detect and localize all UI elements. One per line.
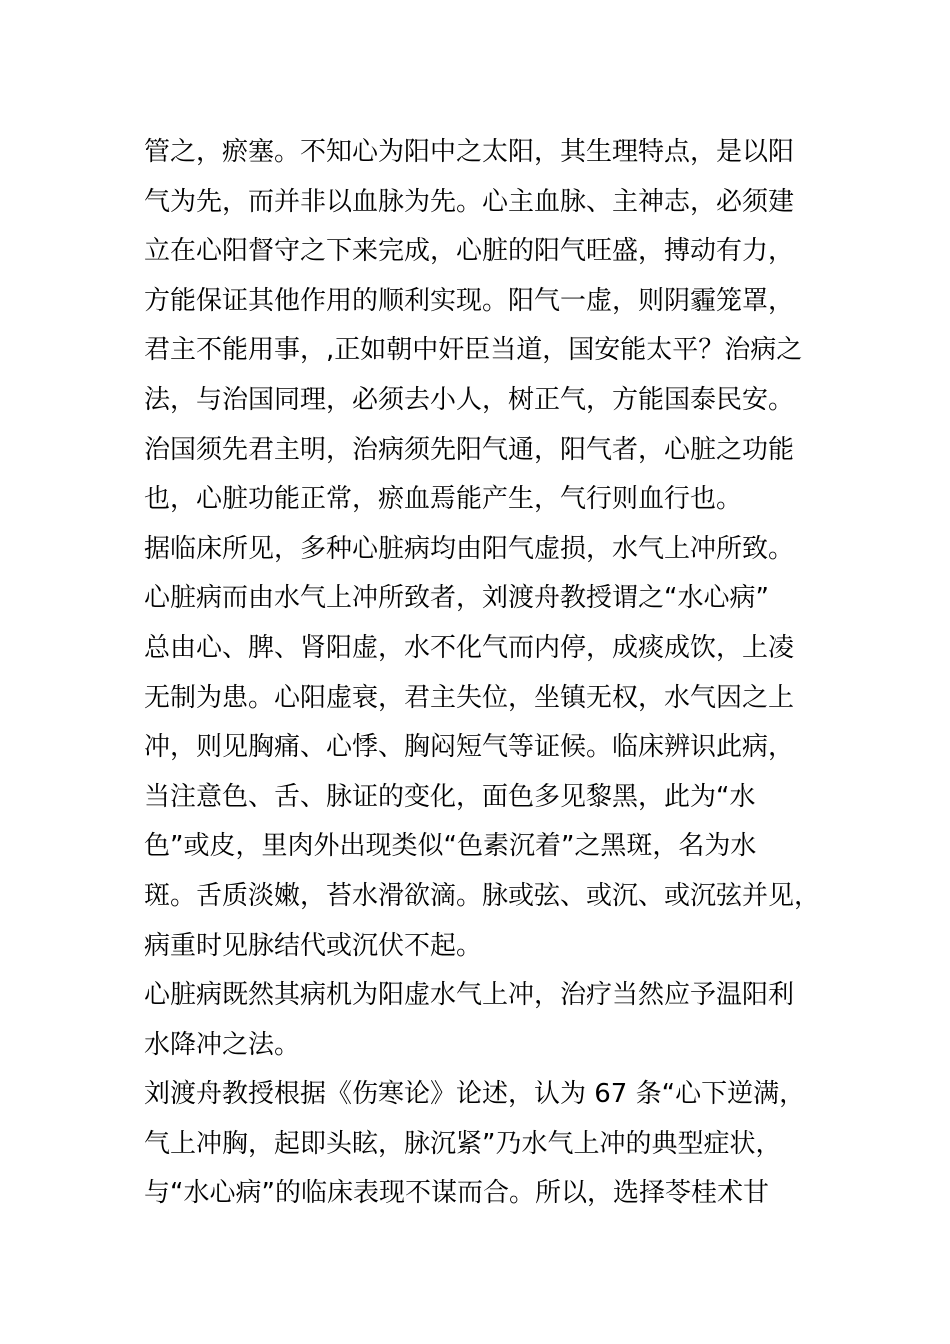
text-line: 治国须先君主明，治病须先阳气通，阳气者，心脏之功能 bbox=[144, 434, 795, 465]
text-line: 刘渡舟教授根据《伤寒论》论述，认为 67 条“心下逆满， bbox=[144, 1079, 806, 1110]
text-line: 斑。舌质淡嫩，苔水滑欲滴。脉或弦、或沉、或沉弦并见， bbox=[144, 880, 821, 911]
text-line: 气上冲胸，起即头眩，脉沉紧”乃水气上冲的典型症状， bbox=[144, 1128, 782, 1159]
text-line: 心脏病而由水气上冲所致者，刘渡舟教授谓之“水心病” bbox=[144, 583, 769, 614]
text-line: 总由心、脾、肾阳虚，水不化气而内停，成痰成饮，上凌 bbox=[144, 632, 795, 663]
text-line: 法，与治国同理，必须去小人，树正气，方能国泰民安。 bbox=[144, 384, 795, 415]
text-line: 据临床所见，多种心脏病均由阳气虚损，水气上冲所致。 bbox=[144, 533, 795, 564]
text-line: 方能保证其他作用的顺利实现。阳气一虚，则阴霾笼罩， bbox=[144, 285, 795, 316]
text-line: 气为先，而并非以血脉为先。心主血脉、主神志，必须建 bbox=[144, 186, 795, 217]
text-line: 当注意色、舌、脉证的变化，面色多见黎黑，此为“水 bbox=[144, 781, 756, 812]
text-line: 冲，则见胸痛、心悸、胸闷短气等证候。临床辨识此病， bbox=[144, 732, 795, 763]
text-line: 水降冲之法。 bbox=[144, 1029, 301, 1060]
body-text bbox=[144, 128, 821, 1219]
text-line: 管之，瘀塞。不知心为阳中之太阳，其生理特点，是以阳 bbox=[144, 137, 795, 167]
text-line: 也，心脏功能正常，瘀血焉能产生，气行则血行也。 bbox=[144, 484, 743, 515]
text-line: 心脏病既然其病机为阳虚水气上冲，治疗当然应予温阳利 bbox=[144, 980, 795, 1011]
text-line: 立在心阳督守之下来完成，心脏的阳气旺盛，搏动有力， bbox=[144, 236, 795, 267]
text-line: 无制为患。心阳虚衰，君主失位，坐镇无权，水气因之上 bbox=[144, 682, 795, 713]
text-line: 病重时见脉结代或沉伏不起。 bbox=[144, 930, 483, 961]
text-line: 君主不能用事，,正如朝中奸臣当道，国安能太平？治病之 bbox=[144, 335, 803, 366]
text-line: 与“水心病”的临床表现不谋而合。所以，选择苓桂术甘 bbox=[144, 1178, 769, 1209]
text-line: 色”或皮，里肉外出现类似“色素沉着”之黑斑，名为水 bbox=[144, 831, 757, 862]
